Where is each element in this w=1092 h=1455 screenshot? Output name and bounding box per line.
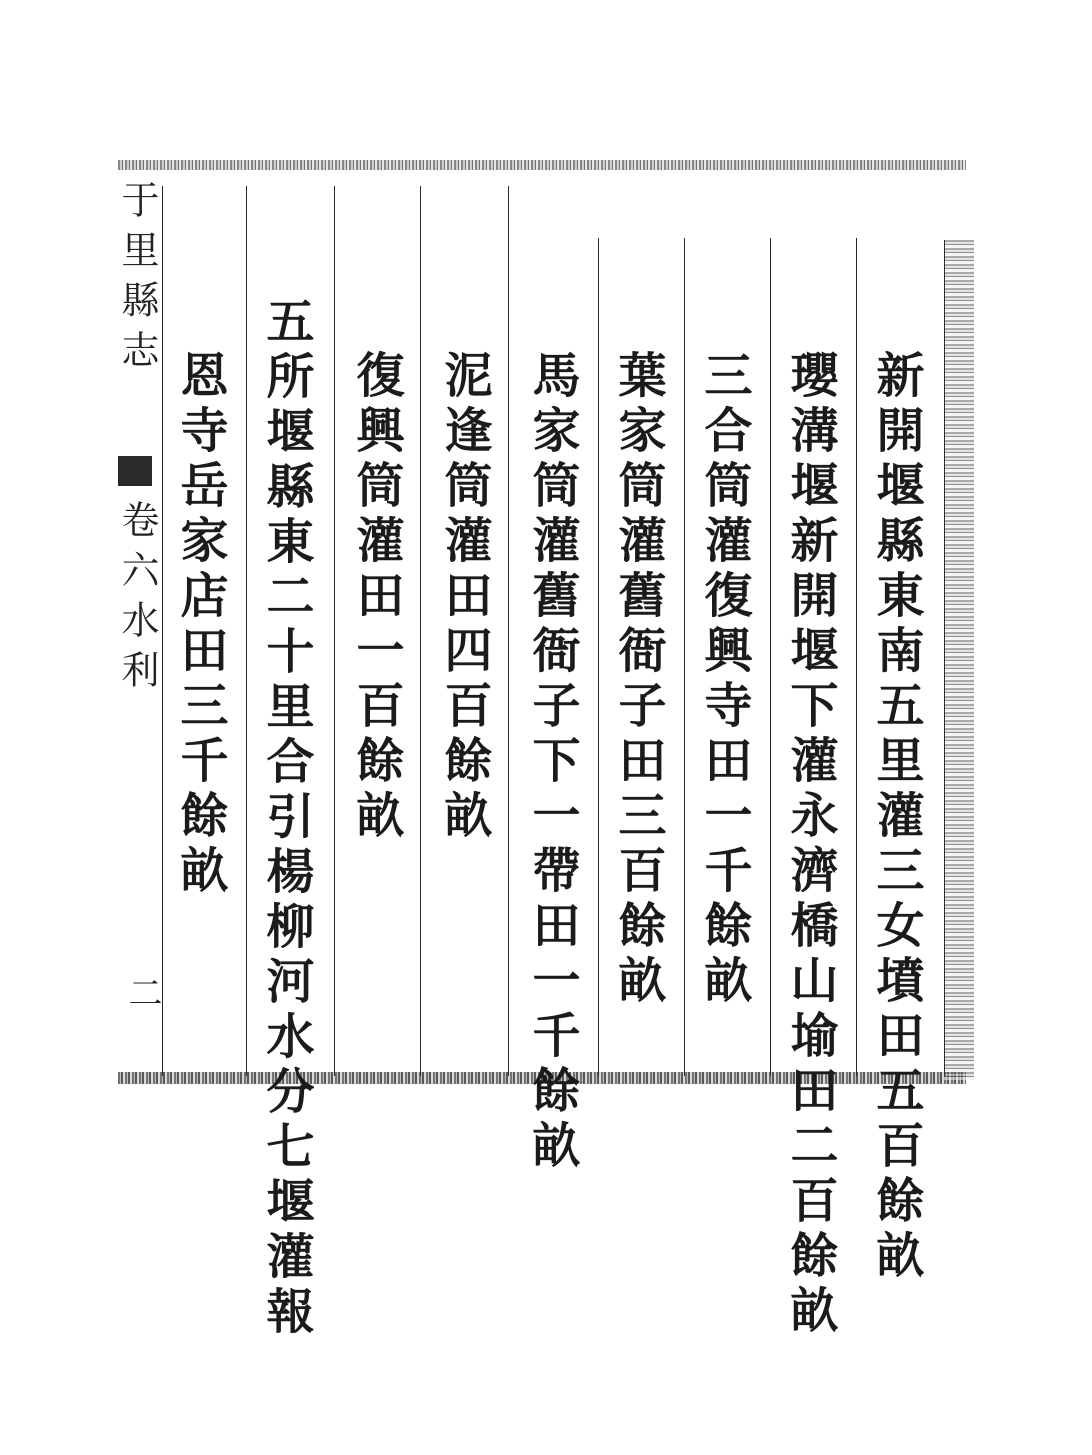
column-rule [944, 240, 945, 1076]
column-rule [420, 186, 421, 1076]
text-column-1: 新開堰縣東南五里灌三女墳田五百餘畝 [868, 350, 924, 1285]
text-column-9: 恩寺岳家店田三千餘畝 [172, 350, 228, 900]
text-column-6: 泥逢筒灌田四百餘畝 [436, 350, 492, 845]
text-column-3: 三合筒灌復興寺田一千餘畝 [696, 350, 752, 1010]
text-column-4: 葉家筒灌舊衙子田三百餘畝 [610, 350, 666, 1010]
margin-title: 于里縣志 [115, 180, 159, 380]
text-column-2: 瓔溝堰新開堰下灌永濟橋山堬田二百餘畝 [782, 350, 838, 1340]
column-rule [598, 238, 599, 1076]
text-column-8: 五所堰縣東二十里合引楊柳河水分七堰灌報 [258, 296, 314, 1341]
frame-top-border [118, 160, 966, 170]
frame-right-border [944, 240, 974, 1080]
page-number: 二 [122, 975, 162, 1009]
column-rule [508, 186, 509, 1076]
column-rule [684, 238, 685, 1076]
column-rule [334, 186, 335, 1076]
column-rule [770, 238, 771, 1076]
folio-block-mark [118, 456, 152, 486]
column-rule [856, 238, 857, 1076]
text-column-7: 復興筒灌田一百餘畝 [348, 350, 404, 845]
text-column-5: 馬家筒灌舊衙子下一帶田一千餘畝 [524, 350, 580, 1175]
column-rule [246, 186, 247, 1076]
margin-section: 卷六水利 [115, 500, 159, 700]
